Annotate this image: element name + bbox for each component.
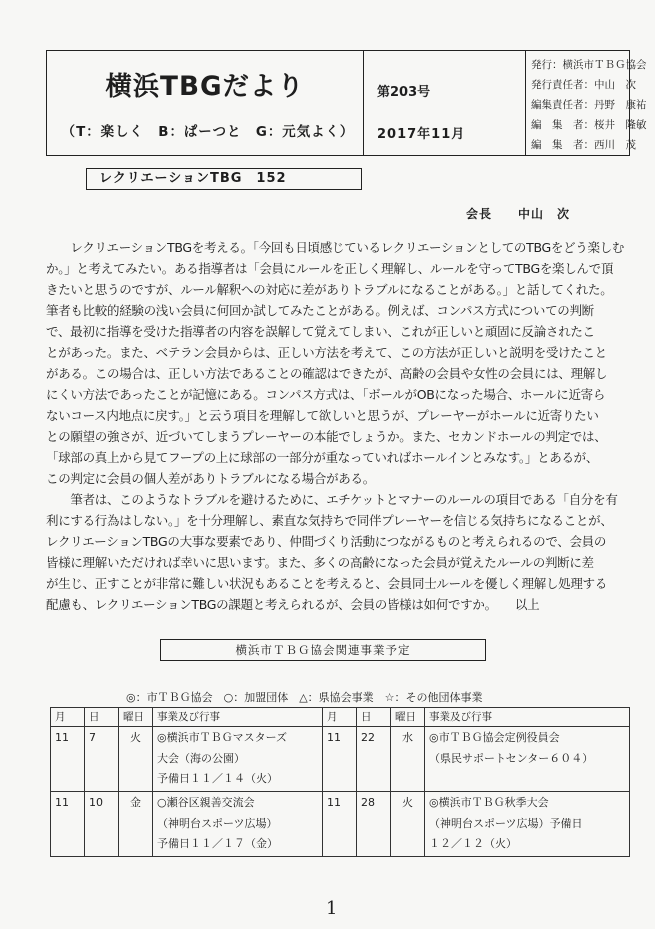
article-line: レクリエーションTBGを考える。「今回も日頃感じているレクリエーションとしてのTBGをどう楽しむ (46, 240, 625, 255)
col-day: 日 (85, 708, 119, 727)
table-row (51, 727, 630, 792)
cell-day: 28 (357, 792, 391, 857)
article-title: レクリエーションTBG 152 (86, 168, 362, 190)
event-line: ◎横浜市ＴＢＧマスターズ (157, 731, 288, 744)
col-event: 事業及び行事 (425, 708, 630, 727)
event-line: ○瀬谷区親善交流会 (157, 796, 255, 809)
event-line: （県民サポートセンター６０４） (429, 751, 594, 765)
cell-day: 7 (85, 727, 119, 792)
article-line: ないコース内地点に戻す。」と云う項目を理解して欲しいと思うが、プレーヤーがホールに近寄りたい (46, 408, 599, 423)
event-line: 予備日１１／１４（火） (157, 772, 278, 785)
article-line: この判定に会員の個人差がありトラブルになる場合がある。 (46, 471, 375, 486)
event-line: ◎横浜市ＴＢＧ秋季大会 (429, 796, 549, 809)
event-line: ◎市ＴＢＧ協会定例役員会 (429, 731, 560, 744)
col-weekday: 曜日 (391, 708, 425, 727)
event-line: 大会（海の公園） (157, 751, 245, 765)
header-title-cell (47, 51, 364, 155)
event-line: （神明台スポーツ広場） (157, 816, 278, 830)
schedule-title: 横浜市ＴＢＧ協会関連事業予定 (160, 639, 486, 661)
cell-day: 22 (357, 727, 391, 792)
staff-publisher: 発行：横浜市ＴＢＧ協会 (531, 59, 647, 71)
cell-event (153, 727, 323, 792)
cell-month: 11 (51, 792, 85, 857)
header-issue-cell (363, 51, 526, 155)
article-line: との願望の強さが、近づいてしまうプレーヤーの本能でしょうか。また、セカンドホールの判定では、 (46, 429, 607, 444)
newsletter-title: 横浜TBGだより (105, 72, 305, 102)
cell-weekday: 水 (391, 727, 425, 792)
cell-event (425, 792, 630, 857)
schedule-table (50, 707, 630, 857)
cell-event (153, 792, 323, 857)
article-line: で、最初に指導を受けた指導者の内容を誤解して覚えてしまい、これが正しいと頑固に反論されたこ (46, 324, 595, 339)
article-line: 筆者は、このようなトラブルを避けるために、エチケットとマナーのルールの項目である「自分を有 (46, 492, 618, 507)
cell-weekday: 火 (391, 792, 425, 857)
header-staff-cell (525, 51, 647, 155)
issue-number: 第203号 (377, 85, 431, 100)
article-line: にくい方法であったことが記憶にある。コンパス方式は、「ボールがOBになった場合、ホールに近寄ら (46, 387, 606, 402)
article-line: 配慮も、レクリエーションTBGの課題と考えられるが、会員の皆様は如何ですか。 以上 (46, 597, 540, 612)
newsletter-subtitle: （T：楽しく B：ぱーつと G：元気よく） (61, 125, 355, 140)
article-line: がある。この場合は、正しい方法であることの確認はできたが、高齢の会員や女性の会員には、理解し (46, 366, 608, 381)
event-line: 予備日１１／１７（金） (157, 837, 278, 850)
schedule-legend: ◎：市ＴＢＧ協会 ○：加盟団体 △：県協会事業 ☆：その他団体事業 (126, 691, 483, 704)
col-weekday: 曜日 (119, 708, 153, 727)
schedule-header-row (51, 708, 630, 727)
cell-event (425, 727, 630, 792)
page-number: 1 (326, 898, 338, 919)
event-line: （神明台スポーツ広場）予備日 (429, 816, 583, 830)
issue-date: 2017年11月 (377, 127, 466, 142)
staff-chief-editor: 編集責任者：丹野 康祐 (531, 99, 647, 111)
staff-publish-manager: 発行責任者：中山 次 (531, 79, 636, 91)
cell-weekday: 火 (119, 727, 153, 792)
article-line: か。」と考えてみたい。ある指導者は「会員にルールを正しく理解し、ルールを守ってTBGを楽しんで頂 (46, 261, 614, 276)
article-line: が生じ、正すことが非常に難しい状況もあることを考えると、会員同士ルールを優しく理解し処理する (46, 576, 607, 591)
staff-editor: 編 集 者：桜井 隆敏 (531, 119, 647, 131)
cell-month: 11 (51, 727, 85, 792)
article-line: レクリエーションTBGの大事な要素であり、仲間づくり活動につながるものと考えられるので、会員の (46, 534, 607, 549)
cell-day: 10 (85, 792, 119, 857)
newsletter-header (46, 50, 647, 156)
event-line: １２／１２（火） (429, 837, 517, 850)
article-line: 利にする行為はしない。」を十分理解し、素直な気持ちで同伴プレーヤーを信じる気持ちになることが、 (46, 513, 613, 528)
col-month: 月 (323, 708, 357, 727)
article-line: 「球部の真上から見てフープの上に球部の一部分が重なっていればホールインとみなす。」とあるが、 (46, 450, 599, 465)
article-author: 会長 中山 次 (466, 207, 571, 221)
article-line: 筆者も比較的経験の浅い会員に何回か試してみたことがある。例えば、コンパス方式についての判断 (46, 303, 594, 318)
article-line: 皆様に理解いただければ幸いに思います。また、多くの高齢になった会員が覚えたルールの判断に差 (46, 555, 594, 570)
col-month: 月 (51, 708, 85, 727)
col-day: 日 (357, 708, 391, 727)
article-line: きたいと思うのですが、ルール解釈への対応に差がありトラブルになることがある。」と話してくれた。 (46, 282, 613, 297)
table-row (51, 792, 630, 857)
cell-weekday: 金 (119, 792, 153, 857)
cell-month: 11 (323, 727, 357, 792)
cell-month: 11 (323, 792, 357, 857)
col-event: 事業及び行事 (153, 708, 323, 727)
article-line: とがあった。また、ベテラン会員からは、正しい方法を考えて、この方法が正しいと説明を受けたこと (46, 345, 607, 360)
staff-editor: 編 集 者：西川 茂 (531, 139, 636, 151)
